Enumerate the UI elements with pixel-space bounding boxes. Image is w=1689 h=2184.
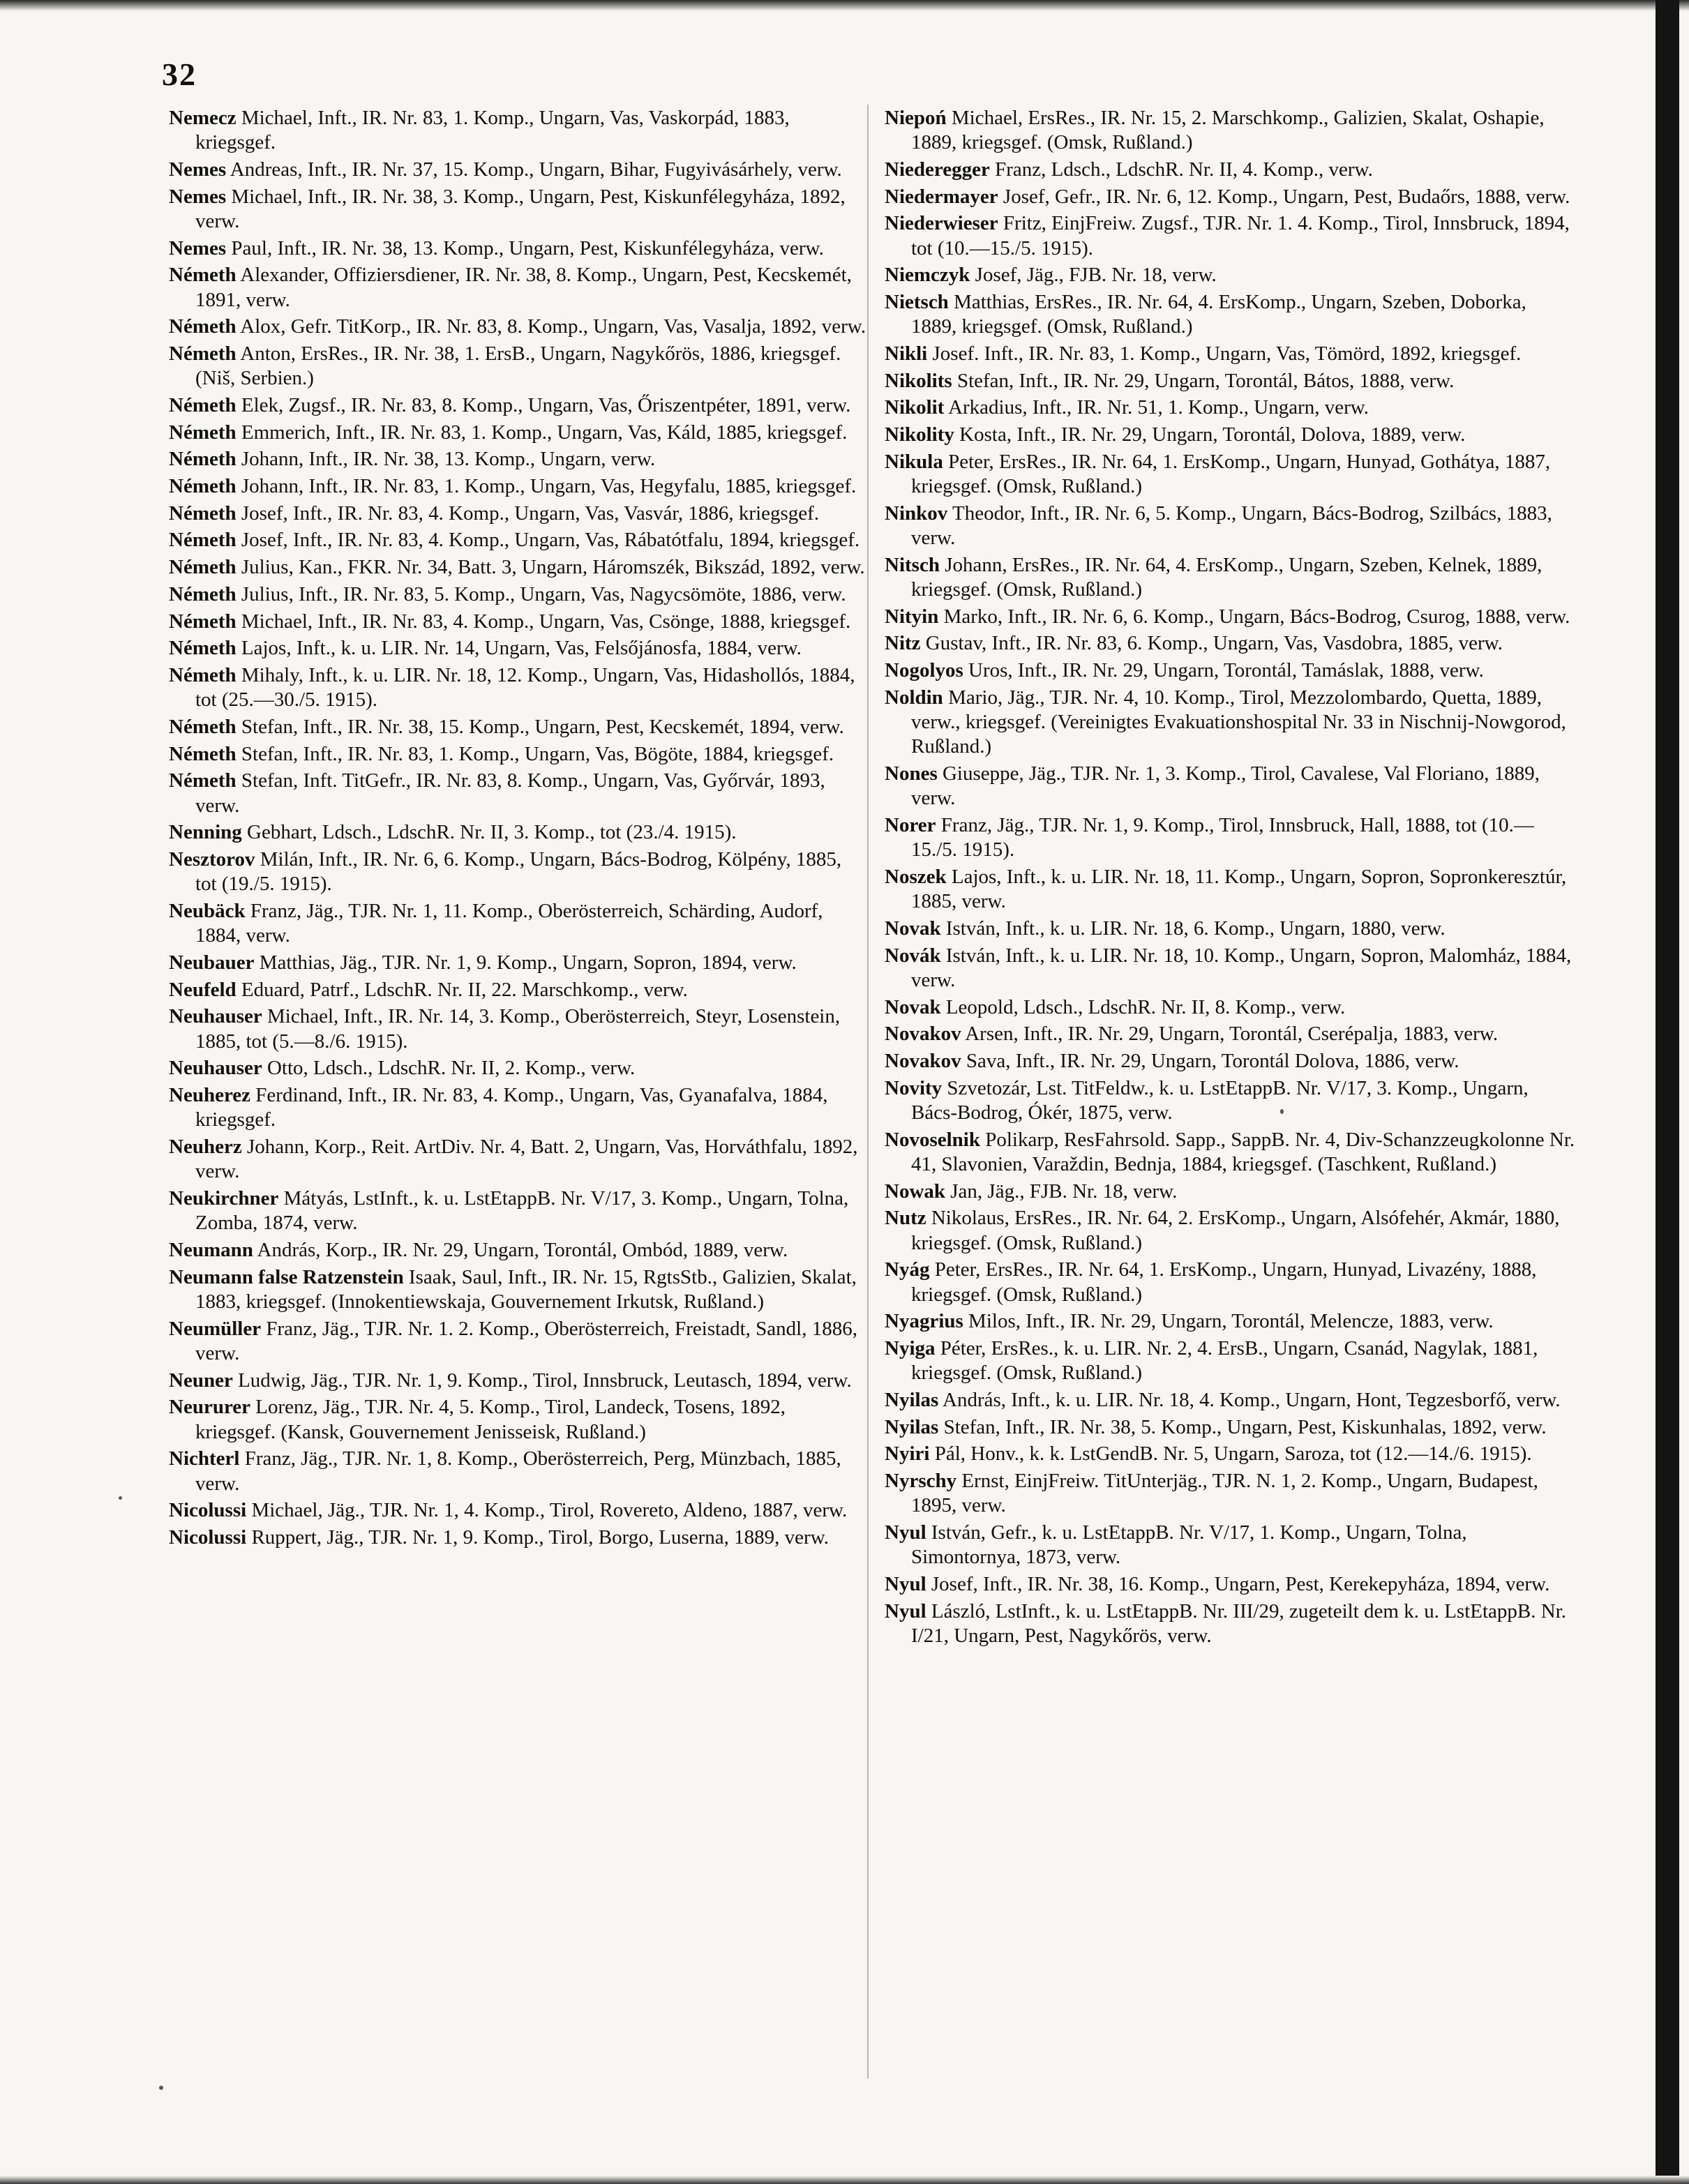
entry-details: Franz, Jäg., TJR. Nr. 1, 11. Komp., Oberösterreich, Schärding, Audorf, 1884, verw. [195, 899, 823, 947]
entry-details: Franz, Jäg., TJR. Nr. 1. 2. Komp., Oberösterreich, Freistadt, Sandl, 1886, verw. [195, 1317, 857, 1364]
entry-details: Julius, Inft., IR. Nr. 83, 5. Komp., Ungarn, Vas, Nagycsömöte, 1886, verw. [241, 582, 846, 605]
entry-details: Milos, Inft., IR. Nr. 29, Ungarn, Torontál, Melencze, 1883, verw. [968, 1310, 1494, 1333]
entry-surname: Nogolyos [885, 659, 963, 682]
entry-details: Isaak, Saul, Inft., IR. Nr. 15, RgtsStb., Galizien, Skalat, 1883, kriegsgef. (Innokentiewskaja, Gouvernement Irkutsk, Rußland.) [195, 1265, 857, 1313]
register-entry [169, 1056, 866, 1080]
register-entry [885, 211, 1575, 261]
register-entry [169, 1004, 866, 1054]
entry-surname: Nikolit [885, 396, 945, 419]
entry-surname: Nyul [885, 1573, 926, 1596]
entry-details: Szvetozár, Lst. TitFeldw., k. u. LstEtappB. Nr. V/17, 3. Komp., Ungarn, Bács-Bodrog, Ókér, 1875, verw. [911, 1076, 1529, 1124]
entry-details: Josef, Jäg., FJB. Nr. 18, verw. [975, 264, 1217, 287]
entry-details: Mario, Jäg., TJR. Nr. 4, 10. Komp., Tirol, Mezzolombardo, Quetta, 1889, verw., kriegsgef. (Vereinigtes Evakuationshospital Nr. 33 in Nischnij-Nowgorod, Rußland.) [911, 686, 1566, 758]
entry-details: Ernst, EinjFreiw. TitUnterjäg., TJR. N. 1, 2. Komp., Ungarn, Budapest, 1895, verw. [911, 1470, 1538, 1517]
entry-details: András, Korp., IR. Nr. 29, Ungarn, Torontál, Ombód, 1889, verw. [257, 1238, 788, 1261]
register-entry [169, 769, 866, 818]
entry-details: Ruppert, Jäg., TJR. Nr. 1, 9. Komp., Tirol, Borgo, Luserna, 1889, verw. [251, 1526, 829, 1549]
entry-surname: Niederegger [885, 158, 990, 181]
entry-surname: Németh [169, 421, 237, 444]
entry-surname: Neururer [169, 1396, 251, 1419]
entry-surname: Németh [169, 475, 237, 498]
register-entry [885, 290, 1575, 340]
entry-details: Michael, Inft., IR. Nr. 38, 3. Komp., Ungarn, Pest, Kiskunfélegyháza, 1892, verw. [195, 185, 846, 232]
entry-surname: Neuherz [169, 1135, 242, 1158]
entry-surname: Nesztorov [169, 848, 255, 871]
register-entry [169, 899, 866, 949]
register-entry [885, 813, 1575, 863]
entry-surname: Nyiri [885, 1443, 930, 1466]
right-column [885, 106, 1575, 2087]
entry-details: Uros, Inft., IR. Nr. 29, Ungarn, Torontál, Tamáslak, 1888, verw. [968, 659, 1484, 682]
entry-surname: Neumann false Ratzenstein [169, 1265, 404, 1288]
entry-details: Fritz, EinjFreiw. Zugsf., TJR. Nr. 1. 4. Komp., Tirol, Innsbruck, 1894, tot (10.—15./5. 1915). [911, 212, 1570, 259]
entry-surname: Nichterl [169, 1447, 240, 1470]
register-entry [885, 917, 1575, 941]
register-entry [169, 951, 866, 975]
register-entry [169, 1317, 866, 1366]
register-entry [169, 393, 866, 418]
entry-surname: Németh [169, 715, 237, 738]
scan-speck [1280, 1109, 1284, 1114]
register-entry [885, 1309, 1575, 1334]
entry-details: Matthias, Jäg., TJR. Nr. 1, 9. Komp., Ungarn, Sopron, 1894, verw. [259, 951, 797, 974]
register-entry [169, 158, 866, 182]
register-entry [169, 502, 866, 526]
entry-surname: Nietsch [885, 291, 949, 314]
register-entry [885, 1128, 1575, 1177]
register-entry [885, 1206, 1575, 1256]
register-entry [169, 1447, 866, 1496]
entry-details: Eduard, Patrf., LdschR. Nr. II, 22. Marschkomp., verw. [241, 978, 688, 1001]
entry-surname: Németh [169, 264, 237, 287]
register-entry [885, 342, 1575, 366]
register-entry [885, 1049, 1575, 1074]
entry-details: Franz, Jäg., TJR. Nr. 1, 9. Komp., Tirol, Innsbruck, Hall, 1888, tot (10.—15./5. 1915). [911, 814, 1534, 861]
register-entry [169, 715, 866, 739]
register-entry [885, 1599, 1575, 1649]
entry-details: Peter, ErsRes., IR. Nr. 64, 1. ErsKomp., Ungarn, Hunyad, Livazény, 1888, kriegsgef. (Omsk, Rußland.) [911, 1258, 1537, 1306]
register-entry [169, 263, 866, 312]
entry-details: Michael, Jäg., TJR. Nr. 1, 4. Komp., Tirol, Rovereto, Aldeno, 1887, verw. [251, 1499, 848, 1522]
register-entry [169, 820, 866, 845]
scan-speck [119, 1496, 122, 1500]
entry-surname: Novakov [885, 1023, 961, 1046]
register-entry [169, 582, 866, 607]
register-entry [169, 1526, 866, 1550]
entry-details: Emmerich, Inft., IR. Nr. 83, 1. Komp., Ungarn, Vas, Káld, 1885, kriegsgef. [241, 421, 848, 444]
entry-details: Michael, ErsRes., IR. Nr. 15, 2. Marschkomp., Galizien, Skalat, Oshapie, 1889, kriegsgef. (Omsk, Rußland.) [911, 107, 1545, 154]
entry-surname: Németh [169, 502, 237, 525]
entry-details: Mátyás, LstInft., k. u. LstEtappB. Nr. V/17, 3. Komp., Ungarn, Tolna, Zomba, 1874, verw. [195, 1187, 849, 1235]
register-entry [169, 315, 866, 339]
entry-details: Johann, ErsRes., IR. Nr. 64, 4. ErsKomp., Ungarn, Szeben, Kelnek, 1889, kriegsgef. (Omsk, Rußland.) [911, 553, 1542, 601]
entry-surname: Németh [169, 394, 237, 416]
entry-surname: Nikula [885, 450, 943, 473]
entry-details: Johann, Inft., IR. Nr. 83, 1. Komp., Ungarn, Vas, Hegyfalu, 1885, kriegsgef. [241, 475, 857, 498]
entry-surname: Novak [885, 917, 941, 940]
entry-surname: Németh [169, 315, 237, 338]
entry-surname: Nyul [885, 1599, 926, 1622]
entry-surname: Németh [169, 556, 237, 579]
entry-surname: Neubauer [169, 951, 255, 974]
register-entry [885, 995, 1575, 1020]
entry-details: Josef. Inft., IR. Nr. 83, 1. Komp., Ungarn, Vas, Tömörd, 1892, kriegsgef. [932, 342, 1522, 366]
entry-details: Theodor, Inft., IR. Nr. 6, 5. Komp., Ungarn, Bács-Bodrog, Szilbács, 1883, verw. [911, 502, 1552, 550]
entry-surname: Novak [885, 995, 941, 1018]
entry-details: Michael, Inft., IR. Nr. 83, 4. Komp., Ungarn, Vas, Csönge, 1888, kriegsgef. [241, 610, 851, 633]
entry-surname: Nyagrius [885, 1310, 963, 1333]
entry-details: Stefan, Inft. TitGefr., IR. Nr. 83, 8. Komp., Ungarn, Vas, Győrvár, 1893, verw. [195, 769, 825, 817]
entry-surname: Németh [169, 610, 237, 633]
entry-surname: Nemes [169, 185, 227, 208]
entry-surname: Nutz [885, 1207, 926, 1230]
entry-surname: Neufeld [169, 978, 237, 1001]
entry-surname: Novoselnik [885, 1128, 980, 1151]
register-entry [885, 1572, 1575, 1597]
entry-surname: Novakov [885, 1050, 961, 1073]
entry-details: Julius, Kan., FKR. Nr. 34, Batt. 3, Ungarn, Háromszék, Bikszád, 1892, verw. [241, 556, 865, 579]
entry-details: Mihaly, Inft., k. u. LIR. Nr. 18, 12. Komp., Ungarn, Vas, Hidashollós, 1884, tot (25.—30./5. 1915). [195, 663, 855, 711]
entry-surname: Németh [169, 637, 237, 660]
entry-surname: Nikli [885, 342, 928, 366]
register-entry [169, 474, 866, 499]
entry-surname: Neuhauser [169, 1005, 262, 1028]
entry-surname: Novák [885, 944, 941, 967]
entry-surname: Nenning [169, 821, 242, 844]
entry-details: Marko, Inft., IR. Nr. 6, 6. Komp., Ungarn, Bács-Bodrog, Csurog, 1888, verw. [943, 605, 1570, 628]
entry-surname: Nyul [885, 1521, 926, 1544]
entry-details: Nikolaus, ErsRes., IR. Nr. 64, 2. ErsKomp., Ungarn, Alsófehér, Akmár, 1880, kriegsgef. (Omsk, Rußland.) [911, 1207, 1560, 1254]
register-entry [885, 450, 1575, 499]
entry-surname: Németh [169, 448, 237, 471]
entry-details: Péter, ErsRes., k. u. LIR. Nr. 2, 4. ErsB., Ungarn, Csanád, Nagylak, 1881, kriegsgef. (Omsk, Rußland.) [911, 1337, 1538, 1385]
register-entry [885, 1521, 1575, 1570]
entry-details: Stefan, Inft., IR. Nr. 29, Ungarn, Torontál, Bátos, 1888, verw. [956, 369, 1455, 392]
entry-details: István, Inft., k. u. LIR. Nr. 18, 10. Komp., Ungarn, Sopron, Malomház, 1884, verw. [911, 944, 1572, 991]
entry-surname: Nicolussi [169, 1499, 247, 1522]
scan-edge-top [0, 0, 1689, 11]
entry-details: Michael, Inft., IR. Nr. 14, 3. Komp., Oberösterreich, Steyr, Losenstein, 1885, tot (5.—8./6. 1915). [195, 1005, 841, 1053]
entry-details: Sava, Inft., IR. Nr. 29, Ungarn, Torontál Dolova, 1886, verw. [966, 1050, 1459, 1073]
register-entry [885, 1076, 1575, 1126]
left-column [169, 106, 866, 2087]
entry-surname: Norer [885, 814, 936, 837]
entry-details: Otto, Ldsch., LdschR. Nr. II, 2. Komp., verw. [267, 1057, 636, 1080]
entry-details: Elek, Zugsf., IR. Nr. 83, 8. Komp., Ungarn, Vas, Őriszentpéter, 1891, verw. [241, 394, 851, 416]
entry-details: Arkadius, Inft., IR. Nr. 51, 1. Komp., Ungarn, verw. [948, 396, 1369, 419]
entry-surname: Ninkov [885, 502, 948, 525]
page-number: 32 [162, 57, 197, 92]
entry-details: Jan, Jäg., FJB. Nr. 18, verw. [950, 1180, 1178, 1203]
register-entry [169, 1265, 866, 1315]
register-entry [885, 944, 1575, 993]
register-entry [169, 848, 866, 897]
register-entry [885, 553, 1575, 603]
entry-surname: Nemes [169, 158, 227, 181]
entry-surname: Novity [885, 1076, 943, 1099]
entry-details: Andreas, Inft., IR. Nr. 37, 15. Komp., Ungarn, Bihar, Fugyivásárhely, verw. [230, 158, 842, 181]
entry-surname: Németh [169, 529, 237, 552]
register-entry [169, 555, 866, 580]
entry-surname: Nemes [169, 236, 227, 259]
scan-speck [159, 2086, 163, 2090]
register-entry [885, 1442, 1575, 1466]
register-entry [885, 185, 1575, 209]
register-entry [885, 1388, 1575, 1413]
entry-surname: Németh [169, 663, 237, 686]
register-entry [885, 1180, 1575, 1204]
register-entry [169, 742, 866, 767]
register-entry [885, 762, 1575, 811]
register-entry [885, 631, 1575, 656]
register-entry [169, 1083, 866, 1133]
entry-details: Ludwig, Jäg., TJR. Nr. 1, 9. Komp., Tirol, Innsbruck, Leutasch, 1894, verw. [238, 1369, 852, 1392]
register-entry [169, 978, 866, 1002]
entry-details: Milán, Inft., IR. Nr. 6, 6. Komp., Ungarn, Bács-Bodrog, Kölpény, 1885, tot (19./5. 1915). [195, 848, 842, 896]
register-entry [169, 610, 866, 634]
entry-surname: Nitz [885, 632, 921, 655]
register-entry [169, 185, 866, 234]
entry-details: Paul, Inft., IR. Nr. 38, 13. Komp., Ungarn, Pest, Kiskunfélegyháza, verw. [231, 236, 824, 259]
register-entry [169, 421, 866, 445]
entry-surname: Nitsch [885, 553, 940, 576]
register-entry [169, 1395, 866, 1445]
register-entry [885, 1415, 1575, 1440]
entry-details: Stefan, Inft., IR. Nr. 38, 5. Komp., Ungarn, Pest, Kiskunhalas, 1892, verw. [943, 1415, 1547, 1438]
register-entry [885, 1469, 1575, 1519]
entry-surname: Neumüller [169, 1317, 262, 1340]
entry-details: Alox, Gefr. TitKorp., IR. Nr. 83, 8. Komp., Ungarn, Vas, Vasalja, 1892, verw. [240, 315, 866, 338]
entry-surname: Niederwieser [885, 212, 998, 235]
entry-details: Michael, Inft., IR. Nr. 83, 1. Komp., Ungarn, Vas, Vaskorpád, 1883, kriegsgef. [195, 107, 790, 154]
entry-details: Josef, Inft., IR. Nr. 83, 4. Komp., Ungarn, Vas, Vasvár, 1886, kriegsgef. [241, 502, 820, 525]
entry-surname: Németh [169, 742, 237, 765]
entry-details: Kosta, Inft., IR. Nr. 29, Ungarn, Torontál, Dolova, 1889, verw. [959, 423, 1466, 446]
register-entry [169, 1498, 866, 1523]
entry-details: Gustav, Inft., IR. Nr. 83, 6. Komp., Ungarn, Vas, Vasdobra, 1885, verw. [925, 632, 1503, 655]
entry-surname: Niepoń [885, 107, 947, 129]
register-entry [885, 1022, 1575, 1046]
entry-surname: Nikolity [885, 423, 954, 446]
entry-details: Josef, Gefr., IR. Nr. 6, 12. Komp., Ungarn, Pest, Budaőrs, 1888, verw. [1003, 185, 1570, 208]
register-entry [169, 528, 866, 552]
register-entry [885, 396, 1575, 420]
entry-surname: Niedermayer [885, 185, 998, 208]
entry-details: Gebhart, Ldsch., LdschR. Nr. II, 3. Komp., tot (23./4. 1915). [247, 821, 737, 844]
entry-details: István, Inft., k. u. LIR. Nr. 18, 6. Komp., Ungarn, 1880, verw. [945, 917, 1446, 940]
entry-surname: Neubäck [169, 899, 246, 922]
register-entry [169, 1187, 866, 1236]
register-entry [885, 658, 1575, 683]
entry-surname: Neuherez [169, 1083, 251, 1106]
register-entry [169, 106, 866, 156]
entry-details: Ferdinand, Inft., IR. Nr. 83, 4. Komp., Ungarn, Vas, Gyanafalva, 1884, kriegsgef. [195, 1083, 828, 1131]
entry-surname: Nyrschy [885, 1470, 957, 1493]
column-divider [867, 105, 869, 2079]
entry-surname: Németh [169, 342, 237, 366]
entry-surname: Nyág [885, 1258, 930, 1281]
register-entry [885, 1336, 1575, 1386]
register-entry [885, 106, 1575, 156]
entry-details: Lajos, Inft., k. u. LIR. Nr. 14, Ungarn, Vas, Felsőjánosfa, 1884, verw. [241, 637, 802, 660]
entry-surname: Németh [169, 582, 237, 605]
entry-surname: Nyiga [885, 1337, 936, 1360]
entry-details: István, Gefr., k. u. LstEtappB. Nr. V/17, 1. Komp., Ungarn, Tolna, Simontornya, 1873, verw. [911, 1521, 1467, 1569]
register-entry [885, 263, 1575, 287]
entry-details: Leopold, Ldsch., LdschR. Nr. II, 8. Komp., verw. [945, 995, 1346, 1018]
entry-details: Anton, ErsRes., IR. Nr. 38, 1. ErsB., Ungarn, Nagykőrös, 1886, kriegsgef. (Niš, Serbien.) [195, 342, 841, 390]
entry-surname: Neuner [169, 1369, 233, 1392]
entry-details: Franz, Ldsch., LdschR. Nr. II, 4. Komp., verw. [995, 158, 1373, 181]
entry-surname: Niemczyk [885, 264, 970, 287]
register-entry [169, 342, 866, 391]
entry-details: Polikarp, ResFahrsold. Sapp., SappB. Nr. 4, Div-Schanzzeugkolonne Nr. 41, Slavonien, Varaždin, Bednja, 1884, kriegsgef. (Taschkent, Rußland.) [911, 1128, 1575, 1176]
scan-edge-bottom [0, 2176, 1689, 2184]
entry-surname: Nowak [885, 1180, 946, 1203]
entry-details: Johann, Korp., Reit. ArtDiv. Nr. 4, Batt. 2, Ungarn, Vas, Horváthfalu, 1892, verw. [195, 1135, 858, 1183]
register-entry [885, 423, 1575, 447]
register-entry [169, 236, 866, 261]
entry-surname: Nyilas [885, 1389, 939, 1412]
register-entry [169, 1135, 866, 1184]
register-entry [885, 1258, 1575, 1307]
entry-details: Pál, Honv., k. k. LstGendB. Nr. 5, Ungarn, Saroza, tot (12.—14./6. 1915). [934, 1443, 1532, 1466]
entry-details: Johann, Inft., IR. Nr. 38, 13. Komp., Ungarn, verw. [241, 448, 656, 471]
register-entry [169, 1238, 866, 1263]
entry-details: András, Inft., k. u. LIR. Nr. 18, 4. Komp., Ungarn, Hont, Tegzesborfő, verw. [943, 1389, 1561, 1412]
entry-surname: Nityin [885, 605, 939, 628]
register-entry [169, 1369, 866, 1393]
entry-details: Lajos, Inft., k. u. LIR. Nr. 18, 11. Komp., Ungarn, Sopron, Sopronkeresztúr, 1885, verw. [911, 866, 1567, 913]
entry-surname: Nikolits [885, 369, 952, 392]
entry-surname: Nyilas [885, 1415, 939, 1438]
entry-surname: Noszek [885, 866, 947, 889]
entry-surname: Neukirchner [169, 1187, 279, 1210]
entry-surname: Németh [169, 769, 237, 792]
entry-surname: Noldin [885, 686, 943, 709]
entry-surname: Neuhauser [169, 1057, 262, 1080]
entry-details: Arsen, Inft., IR. Nr. 29, Ungarn, Torontál, Cserépalja, 1883, verw. [965, 1023, 1499, 1046]
register-entry [169, 663, 866, 713]
entry-details: Josef, Inft., IR. Nr. 83, 4. Komp., Ungarn, Vas, Rábatótfalu, 1894, kriegsgef. [241, 529, 860, 552]
entry-details: Stefan, Inft., IR. Nr. 83, 1. Komp., Ungarn, Vas, Bögöte, 1884, kriegsgef. [241, 742, 834, 765]
register-entry [885, 502, 1575, 551]
entry-details: Giuseppe, Jäg., TJR. Nr. 1, 3. Komp., Tirol, Cavalese, Val Floriano, 1889, verw. [911, 762, 1540, 810]
entry-details: Peter, ErsRes., IR. Nr. 64, 1. ErsKomp., Ungarn, Hunyad, Gothátya, 1887, kriegsgef. (Omsk, Rußland.) [911, 450, 1551, 498]
entry-details: Josef, Inft., IR. Nr. 38, 16. Komp., Ungarn, Pest, Kerekepyháza, 1894, verw. [931, 1573, 1550, 1596]
entry-surname: Nicolussi [169, 1526, 247, 1549]
entry-details: Franz, Jäg., TJR. Nr. 1, 8. Komp., Oberösterreich, Perg, Münzbach, 1885, verw. [195, 1447, 841, 1495]
register-entry [885, 158, 1575, 182]
entry-surname: Neumann [169, 1238, 253, 1261]
register-entry [885, 865, 1575, 914]
register-entry [885, 686, 1575, 760]
register-entry [885, 605, 1575, 629]
entry-surname: Nemecz [169, 107, 237, 129]
entry-details: László, LstInft., k. u. LstEtappB. Nr. III/29, zugeteilt dem k. u. LstEtappB. Nr. I/21, Ungarn, Pest, Nagykőrös, verw. [911, 1599, 1567, 1648]
entry-details: Matthias, ErsRes., IR. Nr. 64, 4. ErsKomp., Ungarn, Szeben, Doborka, 1889, kriegsgef. (Omsk, Rußland.) [911, 291, 1526, 338]
entry-details: Alexander, Offiziersdiener, IR. Nr. 38, 8. Komp., Ungarn, Pest, Kecskemét, 1891, verw. [195, 264, 852, 311]
entry-details: Stefan, Inft., IR. Nr. 38, 15. Komp., Ungarn, Pest, Kecskemét, 1894, verw. [241, 715, 844, 738]
entry-details: Lorenz, Jäg., TJR. Nr. 4, 5. Komp., Tirol, Landeck, Tosens, 1892, kriegsgef. (Kansk, Gouvernement Jenisseisk, Rußland.) [195, 1396, 786, 1443]
entry-surname: Nones [885, 762, 938, 785]
register-entry [169, 447, 866, 472]
register-entry [169, 636, 866, 661]
register-entry [885, 369, 1575, 393]
scan-edge-right [1656, 0, 1679, 2184]
